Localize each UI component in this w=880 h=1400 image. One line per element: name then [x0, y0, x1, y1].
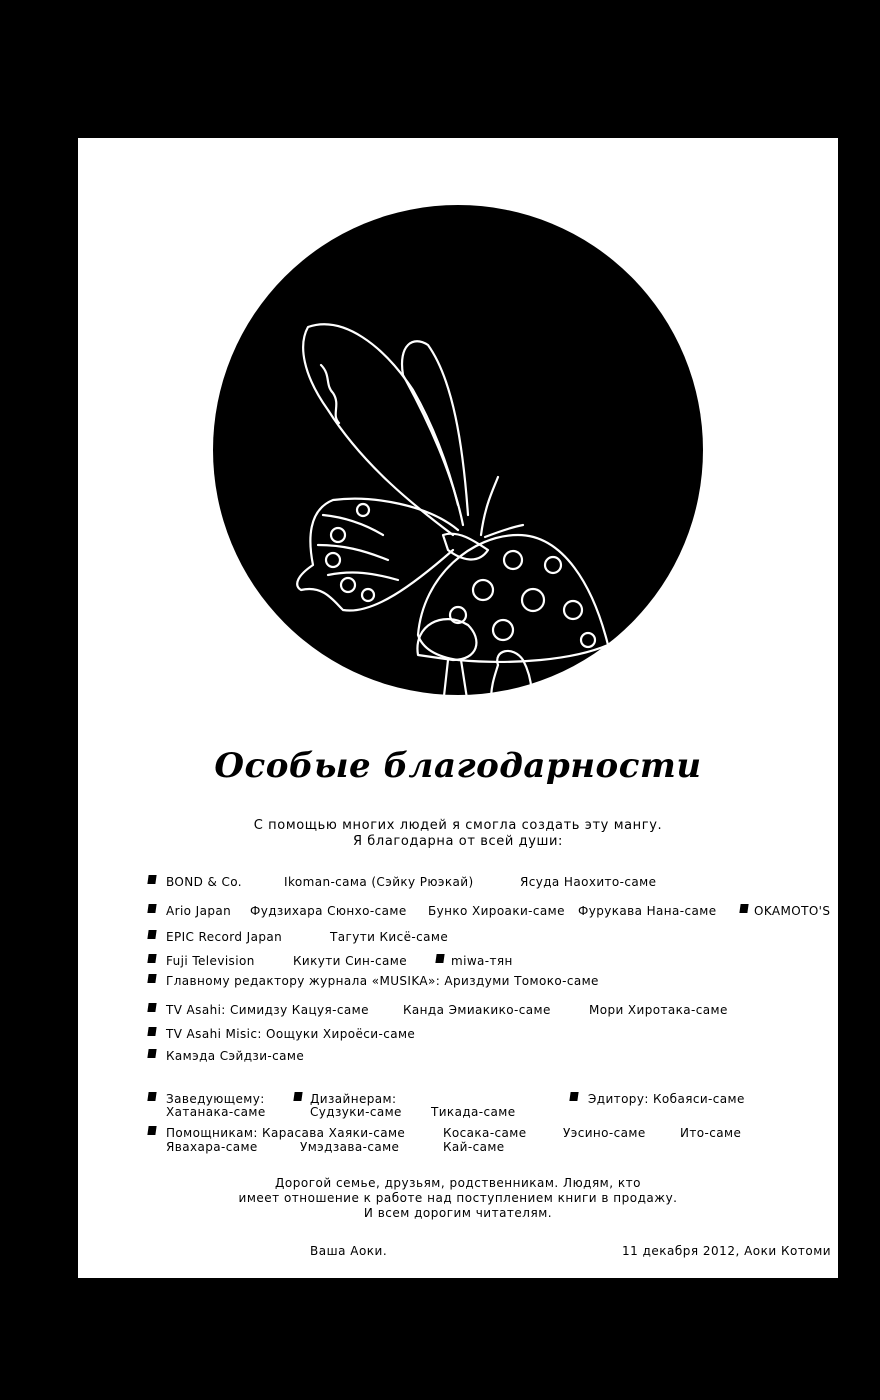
staff-assistant: Явахара-саме — [166, 1140, 258, 1154]
footer-line-2: имеет отношение к работе над поступлением книги в продажу. — [238, 1191, 678, 1205]
footer-line-3: И всем дорогим читателям. — [363, 1206, 553, 1220]
bullet-icon — [435, 954, 444, 963]
thanks-item: Главному редактору журнала «MUSIKA»: Ариздуми Томоко-саме — [166, 974, 599, 988]
signature-left: Ваша Аоки. — [310, 1244, 388, 1258]
bullet-icon — [147, 1003, 156, 1012]
intro-line-1: С помощью многих людей я смогла создать эту мангу. — [253, 818, 663, 833]
thanks-item: TV Asahi Misic: Оощуки Хироёси-саме — [166, 1027, 416, 1041]
thanks-item: Канда Эмиакико-саме — [403, 1003, 551, 1017]
thanks-item: Fuji Television — [166, 954, 255, 968]
bullet-icon — [293, 1092, 302, 1101]
staff-assistant: Умэдзава-саме — [300, 1140, 400, 1154]
bullet-icon — [569, 1092, 578, 1101]
butterfly-mushroom-illustration — [213, 205, 703, 695]
thanks-item: Бунко Хироаки-саме — [428, 904, 565, 918]
staff-head-label: Заведующему: — [166, 1092, 265, 1106]
bullet-icon — [147, 954, 156, 963]
page-title: Особые благодарности — [214, 746, 702, 786]
thanks-item: OKAMOTO'S — [754, 904, 831, 918]
staff-designers-label: Дизайнерам: — [310, 1092, 397, 1106]
staff-assistants: Помощникам: Карасава Хаяки-саме — [166, 1126, 406, 1140]
second-mushroom — [491, 651, 532, 695]
thanks-item: Фурукава Нана-саме — [578, 904, 717, 918]
footer-line-1: Дорогой семье, друзьям, родственникам. Людям, кто — [275, 1176, 641, 1190]
thanks-item: Ясуда Наохито-саме — [520, 875, 657, 889]
staff-designer-1: Судзуки-саме — [310, 1105, 402, 1119]
thanks-item: TV Asahi: Симидзу Кацуя-саме — [166, 1003, 369, 1017]
staff-assistant: Уэсино-саме — [563, 1126, 646, 1140]
butterfly-body — [443, 534, 488, 560]
bullet-icon — [147, 974, 156, 983]
mushroom-cap — [418, 535, 608, 662]
thanks-item: Тагути Кисё-саме — [330, 930, 449, 944]
bullet-icon — [147, 1092, 156, 1101]
thanks-item: Фудзихара Сюнхо-саме — [250, 904, 407, 918]
thanks-item: Ikoman-сама (Сэйку Рюэкай) — [284, 875, 474, 889]
small-mushroom-stem — [443, 660, 468, 695]
staff-assistant: Ито-саме — [680, 1126, 742, 1140]
staff-head-name: Хатанака-саме — [166, 1105, 266, 1119]
thanks-item: EPIC Record Japan — [166, 930, 283, 944]
bullet-icon — [147, 1049, 156, 1058]
thanks-item: Ario Japan — [166, 904, 232, 918]
thanks-item: miwa-тян — [451, 954, 513, 968]
signature-right: 11 декабря 2012, Аоки Котоми — [622, 1244, 832, 1258]
illustration-circle — [213, 205, 703, 695]
bullet-icon — [739, 904, 748, 913]
thanks-item: Кикути Син-саме — [293, 954, 408, 968]
bullet-icon — [147, 1126, 156, 1135]
thanks-item: Камэда Сэйдзи-саме — [166, 1049, 305, 1063]
bullet-icon — [147, 930, 156, 939]
staff-editor: Эдитору: Кобаяси-саме — [588, 1092, 745, 1106]
staff-assistant: Кай-саме — [443, 1140, 505, 1154]
bullet-icon — [147, 875, 156, 884]
staff-designer-2: Тикада-саме — [431, 1105, 516, 1119]
page-sheet — [78, 138, 838, 1278]
intro-line-2: Я благодарна от всей души: — [352, 834, 564, 849]
bullet-icon — [147, 1027, 156, 1036]
small-mushroom-cap — [417, 619, 476, 660]
bullet-icon — [147, 904, 156, 913]
staff-assistant: Косака-саме — [443, 1126, 527, 1140]
butterfly-antenna — [481, 477, 498, 535]
thanks-item: Мори Хиротака-саме — [589, 1003, 728, 1017]
butterfly-lower-wing — [297, 499, 458, 611]
thanks-item: BOND & Co. — [166, 875, 242, 889]
